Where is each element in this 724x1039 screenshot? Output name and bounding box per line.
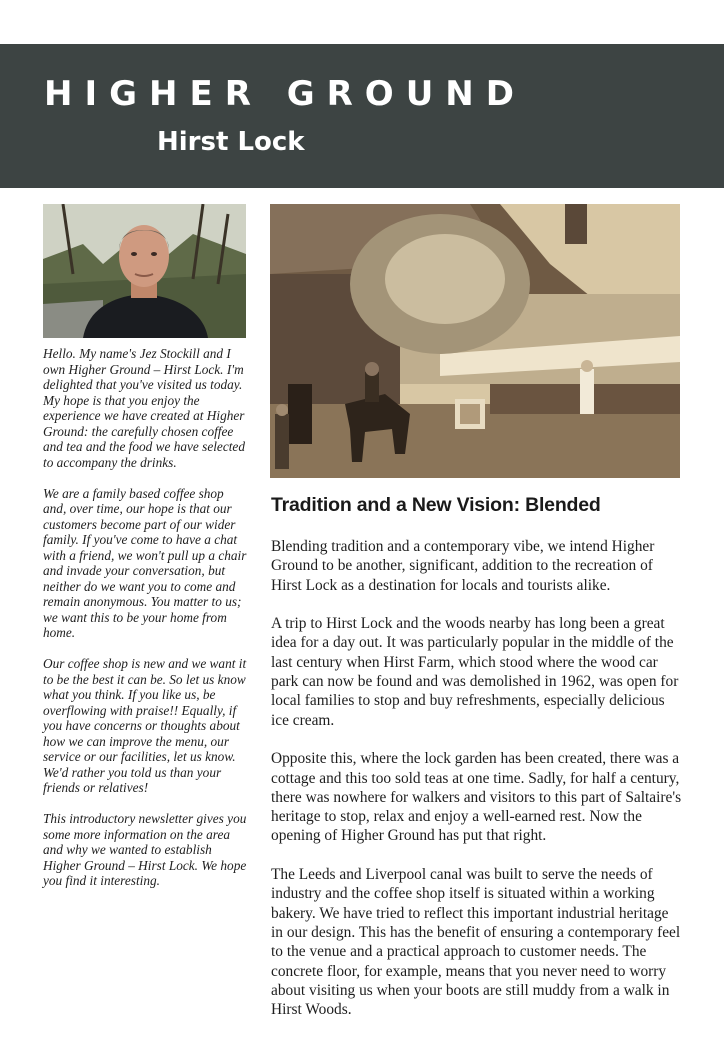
sidebar-paragraph: Hello. My name's Jez Stockill and I own Higher Ground – Hirst Lock. I'm delighted that you've visited us today. My hope is that you enjoy the experience we have created at Higher Ground: the carefully chosen coffee and tea and the food we have selected to accompany the drinks. [43,346,245,470]
article-body [271,537,683,1039]
header-banner [0,44,724,188]
farm-image [270,204,680,478]
portrait-photo [43,204,246,338]
page-title: HIGHER GROUND [44,74,526,114]
sidebar-paragraph: We are a family based coffee shop and, over time, our hope is that our customers become part of our wider family. If you've come to have a chat with a friend, we won't pull up a chair and invade your conversation, but neither do we want you to come and remain anonymous. You matter to us; we want this to be your home from home. [43,485,247,640]
article-paragraph: The Leeds and Liverpool canal was built to serve the needs of industry and the coffee shop itself is situated within a working bakery. We have tried to reflect this important industrial heritage in our design. This has the benefit of ensuring a contemporary feel to the venue and a practical approach to customer needs. The concrete floor, for example, means that you never need to worry about visiting us when your boots are still muddy from a walk in Hirst Woods. [271,866,681,1019]
article-paragraph: Opposite this, where the lock garden has been created, there was a cottage and this too sold teas at one time. Sadly, for half a century, there was nowhere for walkers and visitors to this part of Saltaire's heritage to stop, relax and enjoy a well-earned rest. Now the opening of Higher Ground has put that right. [271,750,682,845]
sidebar-paragraph: This introductory newsletter gives you some more information on the area and why we wanted to establish Higher Ground – Hirst Lock. We hope you find it interesting. [43,811,247,888]
page-subtitle: Hirst Lock [157,127,305,157]
sidebar-intro [43,346,248,904]
sidebar-paragraph: Our coffee shop is new and we want it to be the best it can be. So let us know what you think. If you like us, be overflowing with praise!! Equally, if you have concerns or thoughts about how we can improve the menu, our service or our facilities, let us know. We'd rather you told us than your friends or relatives! [43,656,247,795]
article-paragraph: A trip to Hirst Lock and the woods nearby has long been a great idea for a day out. It was particularly popular in the middle of the last century when Hirst Farm, which stood where the wood car park can now be found and was demolished in 1962, was open for local families to stop and buy refreshments, especially delicious ice cream. [271,615,679,729]
portrait-image [43,204,246,338]
article-heading: Tradition and a New Vision: Blended [271,494,601,516]
article-paragraph: Blending tradition and a contemporary vibe, we intend Higher Ground to be another, significant, addition to the recreation of Hirst Lock as a destination for locals and tourists alike. [271,538,655,594]
historic-farm-photo [270,204,680,478]
